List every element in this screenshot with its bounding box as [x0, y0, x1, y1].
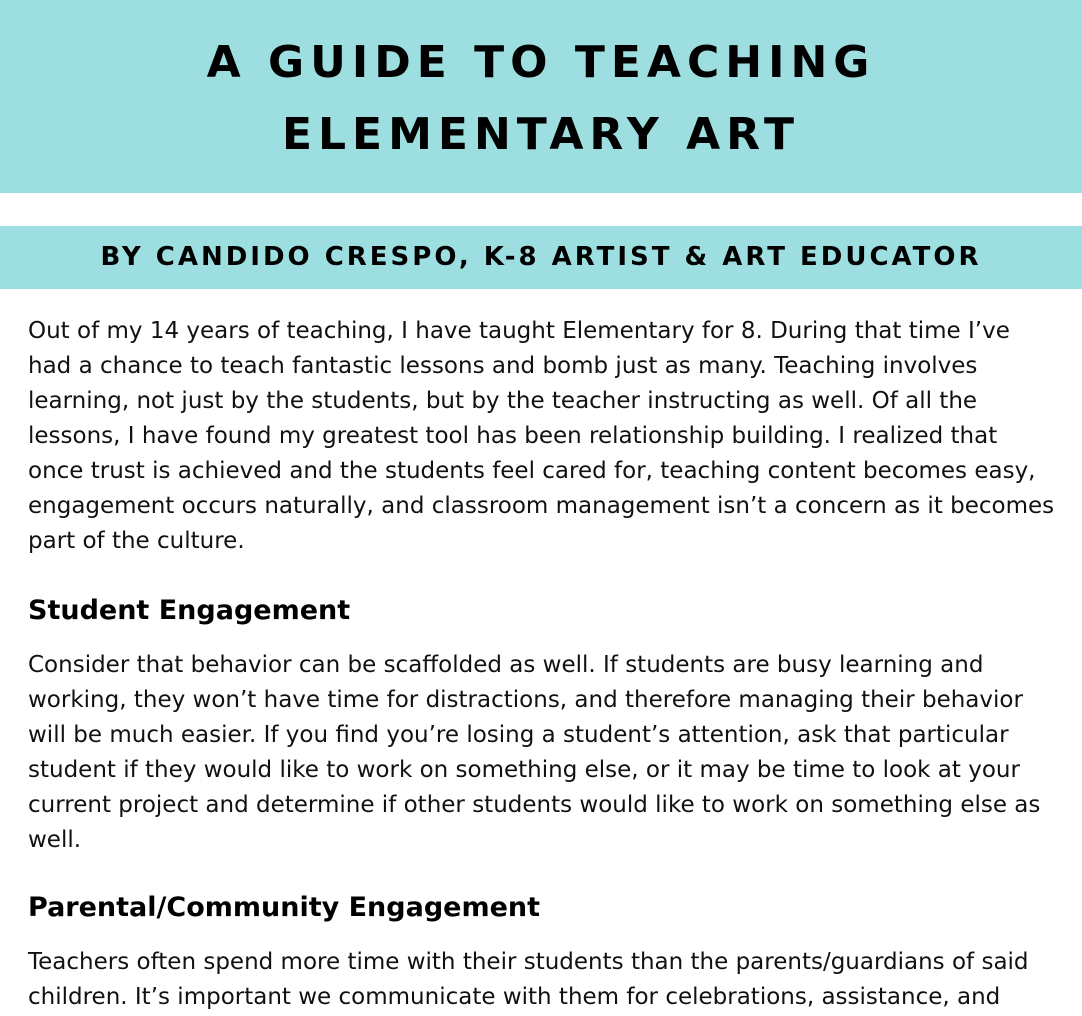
document-title-line-1: A GUIDE TO TEACHING	[206, 37, 876, 88]
section-heading-parental-engagement: Parental/Community Engagement	[28, 892, 541, 923]
author-byline: BY CANDIDO CRESPO, K-8 ARTIST & ART EDUCATOR	[100, 242, 982, 272]
document-body	[28, 314, 1058, 1015]
section-heading-student-engagement: Student Engagement	[28, 595, 351, 626]
byline-banner	[0, 226, 1082, 289]
title-banner	[0, 0, 1082, 193]
document-title-line-2: ELEMENTARY ART	[281, 109, 801, 160]
intro-paragraph: Out of my 14 years of teaching, I have taught Elementary for 8. During that time I’ve had a chance to teach fantastic lessons and bomb just as many. Teaching involves learning, not just by the students, but by the teacher instructing as well. Of all the lessons, I have found my greatest tool has been relationship building. I realized that once trust is achieved and the students feel cared for, teaching content becomes easy, engagement occurs naturally, and classroom management isn’t a concern as it becomes part of the culture.	[28, 318, 1055, 554]
student-engagement-paragraph: Consider that behavior can be scaffolded as well. If students are busy learning and working, they won’t have time for distractions, and therefore managing their behavior will be much easier. If you find you’re losing a student’s attention, ask that particular student if they would like to work on something else, or it may be time to look at your current project and determine if other students would like to work on something else as well.	[28, 652, 1041, 853]
parental-engagement-paragraph: Teachers often spend more time with their students than the parents/guardians of said children. It’s important we communicate with them for celebrations, assistance, and	[28, 949, 1029, 1010]
